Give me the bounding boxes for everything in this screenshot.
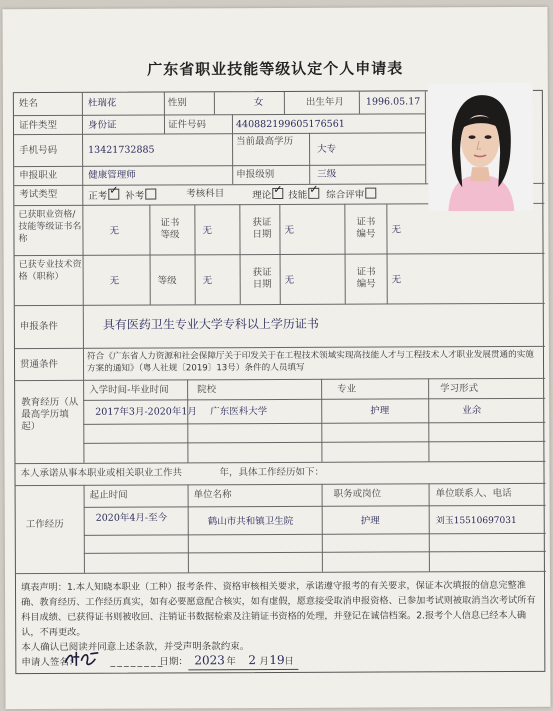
applicant-photo: [428, 83, 534, 211]
qual-no-label: 证书编号: [356, 216, 376, 240]
date-year: 2023: [194, 653, 225, 668]
tech-no-value: 无: [391, 274, 402, 286]
position-value: 护理: [360, 515, 380, 527]
id-type-label: 证件类型: [18, 119, 58, 132]
signature-label: 申请人签名：: [21, 656, 79, 669]
tech-cert-label: 已获专业技术资格（职称）: [18, 259, 82, 283]
edu-time-value: 2017年3月-2020年1月: [95, 406, 197, 418]
condition-label: 申报条件: [19, 320, 58, 333]
exam-makeup-checkbox[interactable]: [145, 189, 156, 200]
occupation-value: 健康管理师: [88, 169, 136, 181]
contact-value: 刘玉15510697031: [435, 515, 517, 527]
subject-review[interactable]: 综合评审: [326, 188, 377, 202]
start-time-header: 起止时间: [89, 489, 128, 501]
edu-history-label: 教育经历（从最高学历填起）: [21, 396, 79, 433]
level-label: 申报级别: [236, 169, 275, 181]
tech-cert-value: 无: [109, 275, 120, 287]
date-day-unit: 日: [284, 655, 294, 667]
phone-value: 13421732885: [88, 144, 155, 156]
qual-date-label: 获证日期: [252, 217, 272, 241]
tech-level-value: 无: [202, 275, 213, 287]
subject-skill[interactable]: 技能✓: [288, 188, 320, 202]
tech-level-label: 等级: [157, 275, 177, 287]
qual-cert-label: 已获职业资格/技能等级证书名称: [18, 209, 82, 245]
position-header: 职务或岗位: [333, 488, 382, 500]
school-value: 广东医科大学: [210, 406, 268, 418]
applicant-signature-mark: [63, 649, 101, 669]
study-form-value: 业余: [462, 405, 482, 417]
confirm-text: 本人确认已阅读并同意上述条款，并受声明条款约束。: [21, 641, 250, 654]
education-value: 大专: [317, 143, 337, 155]
qual-level-label: 证书等级: [160, 217, 180, 241]
qual-date-value: 无: [284, 224, 294, 236]
work-time-value: 2020年4月-至今: [95, 512, 168, 524]
birth-value: 1996.05.17: [365, 96, 421, 108]
form-title: 广东省职业技能等级认定个人申请表: [147, 59, 404, 79]
id-no-label: 证件号码: [167, 119, 207, 131]
gender-value: 女: [253, 97, 264, 109]
exam-option-makeup[interactable]: 补考: [125, 189, 157, 203]
connect-value: 符合《广东省人力资源和社会保障厅关于印发关于在工程技术领域实现高技能人才与工程技术人才职业发展贯通的实施方案的通知》（粤人社规〔2019〕13号）条件的人员填写: [86, 349, 534, 374]
exam-regular-checkbox[interactable]: [108, 189, 119, 200]
qual-level-value: 无: [202, 225, 212, 237]
connect-label: 贯通条件: [20, 358, 59, 371]
gender-label: 性别: [167, 97, 187, 109]
level-value: 三级: [317, 168, 337, 180]
phone-label: 手机号码: [19, 144, 58, 157]
work-years-suffix: 年，具体工作经历如下：: [219, 466, 325, 479]
date-year-unit: 年: [226, 656, 236, 668]
tech-date-label: 获证日期: [252, 267, 272, 291]
major-header: 专业: [337, 383, 357, 395]
condition-value: 具有医药卫生专业大学专科以上学历证书: [102, 316, 319, 332]
id-no-value: 440882199605176561: [235, 118, 345, 131]
contact-header: 单位联系人、电话: [435, 487, 512, 500]
qual-no-value: 无: [391, 224, 401, 236]
name-value: 杜瑞花: [87, 97, 117, 109]
date-month: 2: [248, 653, 256, 668]
name-label: 姓名: [18, 98, 38, 110]
major-value: 护理: [370, 405, 390, 417]
exam-subject-label: 考核科目: [186, 188, 225, 200]
school-header: 院校: [197, 384, 217, 396]
skill-checkbox[interactable]: [308, 188, 319, 199]
tech-date-value: 无: [284, 274, 295, 286]
application-form: [2, 7, 550, 709]
study-form-header: 学习形式: [440, 383, 479, 395]
signature-line: ________: [110, 656, 165, 668]
review-checkbox[interactable]: [365, 188, 376, 199]
declaration-text: 填表声明：1.本人知晓本职业（工种）报考条件、资格审核相关要求，承诺遵守报考的有关要求，保证本次填报的信息完整准确、教育经历、工作经历真实，如有必要愿意配合核实，如有虚假，愿意接受取消申报资格、已参加考试则被取消当次考试所有科目成绩、已获得证书则被收回、注销证书数据检索及注销证书资格的处理，并登记在诚信档案。2.报考个人信息已经本人确认，不再更改。: [20, 579, 536, 639]
tech-no-label: 证书编号: [356, 266, 376, 290]
employer-header: 单位名称: [193, 489, 232, 501]
qual-cert-value: 无: [109, 225, 119, 237]
date-label: 日期：: [159, 656, 188, 668]
edu-time-header: 入学时间-毕业时间: [89, 384, 169, 396]
date-month-unit: 月: [259, 656, 269, 668]
education-label: 当前最高学历: [236, 135, 294, 148]
id-type-value: 身份证: [87, 119, 117, 131]
exam-option-regular[interactable]: 正考✓: [88, 189, 120, 203]
work-years-prefix: 本人承诺从事本职业或相关职业工作共: [20, 467, 183, 480]
subject-theory[interactable]: 理论✓: [252, 188, 284, 202]
date-day: 19: [269, 652, 285, 668]
birth-label: 出生年月: [305, 96, 344, 108]
theory-checkbox[interactable]: [272, 188, 283, 199]
employer-value: 鹤山市共和镇卫生院: [207, 515, 294, 528]
occupation-label: 申报职业: [19, 169, 58, 182]
exam-type-label: 考试类型: [19, 188, 58, 201]
work-history-label: 工作经历: [25, 518, 64, 531]
